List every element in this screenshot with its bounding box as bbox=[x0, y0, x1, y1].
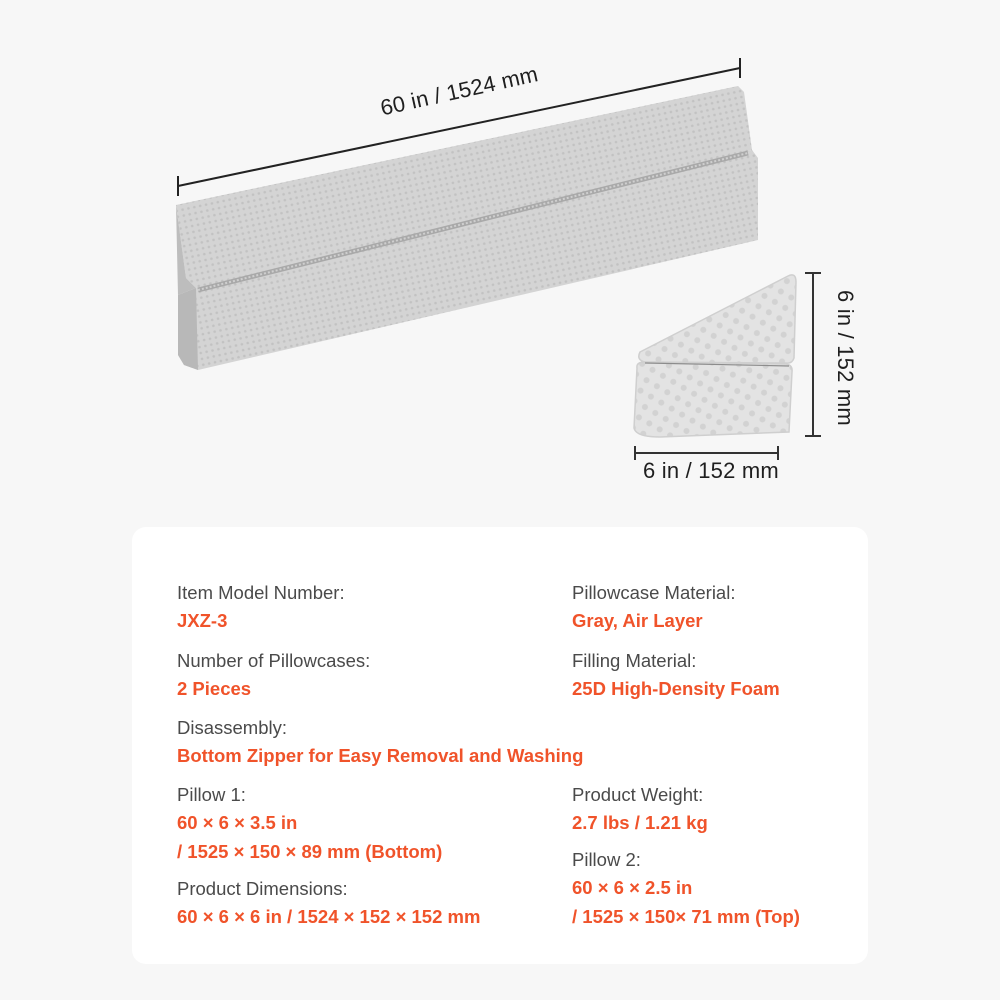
spec-pillow-2 bbox=[572, 846, 800, 931]
spec-value-line1: 60 × 6 × 3.5 in bbox=[177, 812, 298, 833]
spec-label: Pillow 2: bbox=[572, 849, 641, 870]
spec-label: Disassembly: bbox=[177, 717, 287, 738]
spec-label: Product Weight: bbox=[572, 784, 704, 805]
height-dimension-label: 6 in / 152 mm bbox=[833, 290, 858, 426]
spec-value: JXZ-3 bbox=[177, 610, 228, 631]
spec-value: 25D High-Density Foam bbox=[572, 678, 780, 699]
cross-section-pillow bbox=[634, 275, 796, 437]
height-dimension-line bbox=[805, 273, 821, 436]
spec-card bbox=[132, 527, 868, 964]
spec-disassembly bbox=[177, 714, 583, 770]
width-dimension-label: 6 in / 152 mm bbox=[643, 458, 779, 483]
spec-value: 2 Pieces bbox=[177, 678, 252, 699]
spec-model-number bbox=[177, 579, 345, 635]
spec-value: 2.7 lbs / 1.21 kg bbox=[572, 812, 708, 833]
spec-value: Gray, Air Layer bbox=[572, 610, 703, 631]
spec-label: Number of Pillowcases: bbox=[177, 650, 371, 671]
spec-value-line2: / 1525 × 150 × 89 mm (Bottom) bbox=[177, 841, 443, 862]
length-dimension-label: 60 in / 1524 mm bbox=[378, 61, 541, 121]
spec-filling-material bbox=[572, 647, 780, 703]
spec-value-line1: 60 × 6 × 2.5 in bbox=[572, 877, 693, 898]
spec-pillow-1 bbox=[177, 781, 442, 866]
spec-pillowcase-material bbox=[572, 579, 735, 635]
spec-label: Product Dimensions: bbox=[177, 878, 348, 899]
spec-pillowcase-count bbox=[177, 647, 370, 703]
spec-value: Bottom Zipper for Easy Removal and Washing bbox=[177, 745, 584, 766]
spec-product-weight bbox=[572, 781, 708, 837]
spec-value-line2: / 1525 × 150× 71 mm (Top) bbox=[572, 906, 800, 927]
spec-product-dimensions bbox=[177, 875, 480, 931]
spec-label: Item Model Number: bbox=[177, 582, 345, 603]
spec-value: 60 × 6 × 6 in / 1524 × 152 × 152 mm bbox=[177, 906, 481, 927]
spec-label: Pillow 1: bbox=[177, 784, 246, 805]
spec-label: Pillowcase Material: bbox=[572, 582, 736, 603]
long-pillow bbox=[176, 86, 758, 370]
spec-label: Filling Material: bbox=[572, 650, 697, 671]
